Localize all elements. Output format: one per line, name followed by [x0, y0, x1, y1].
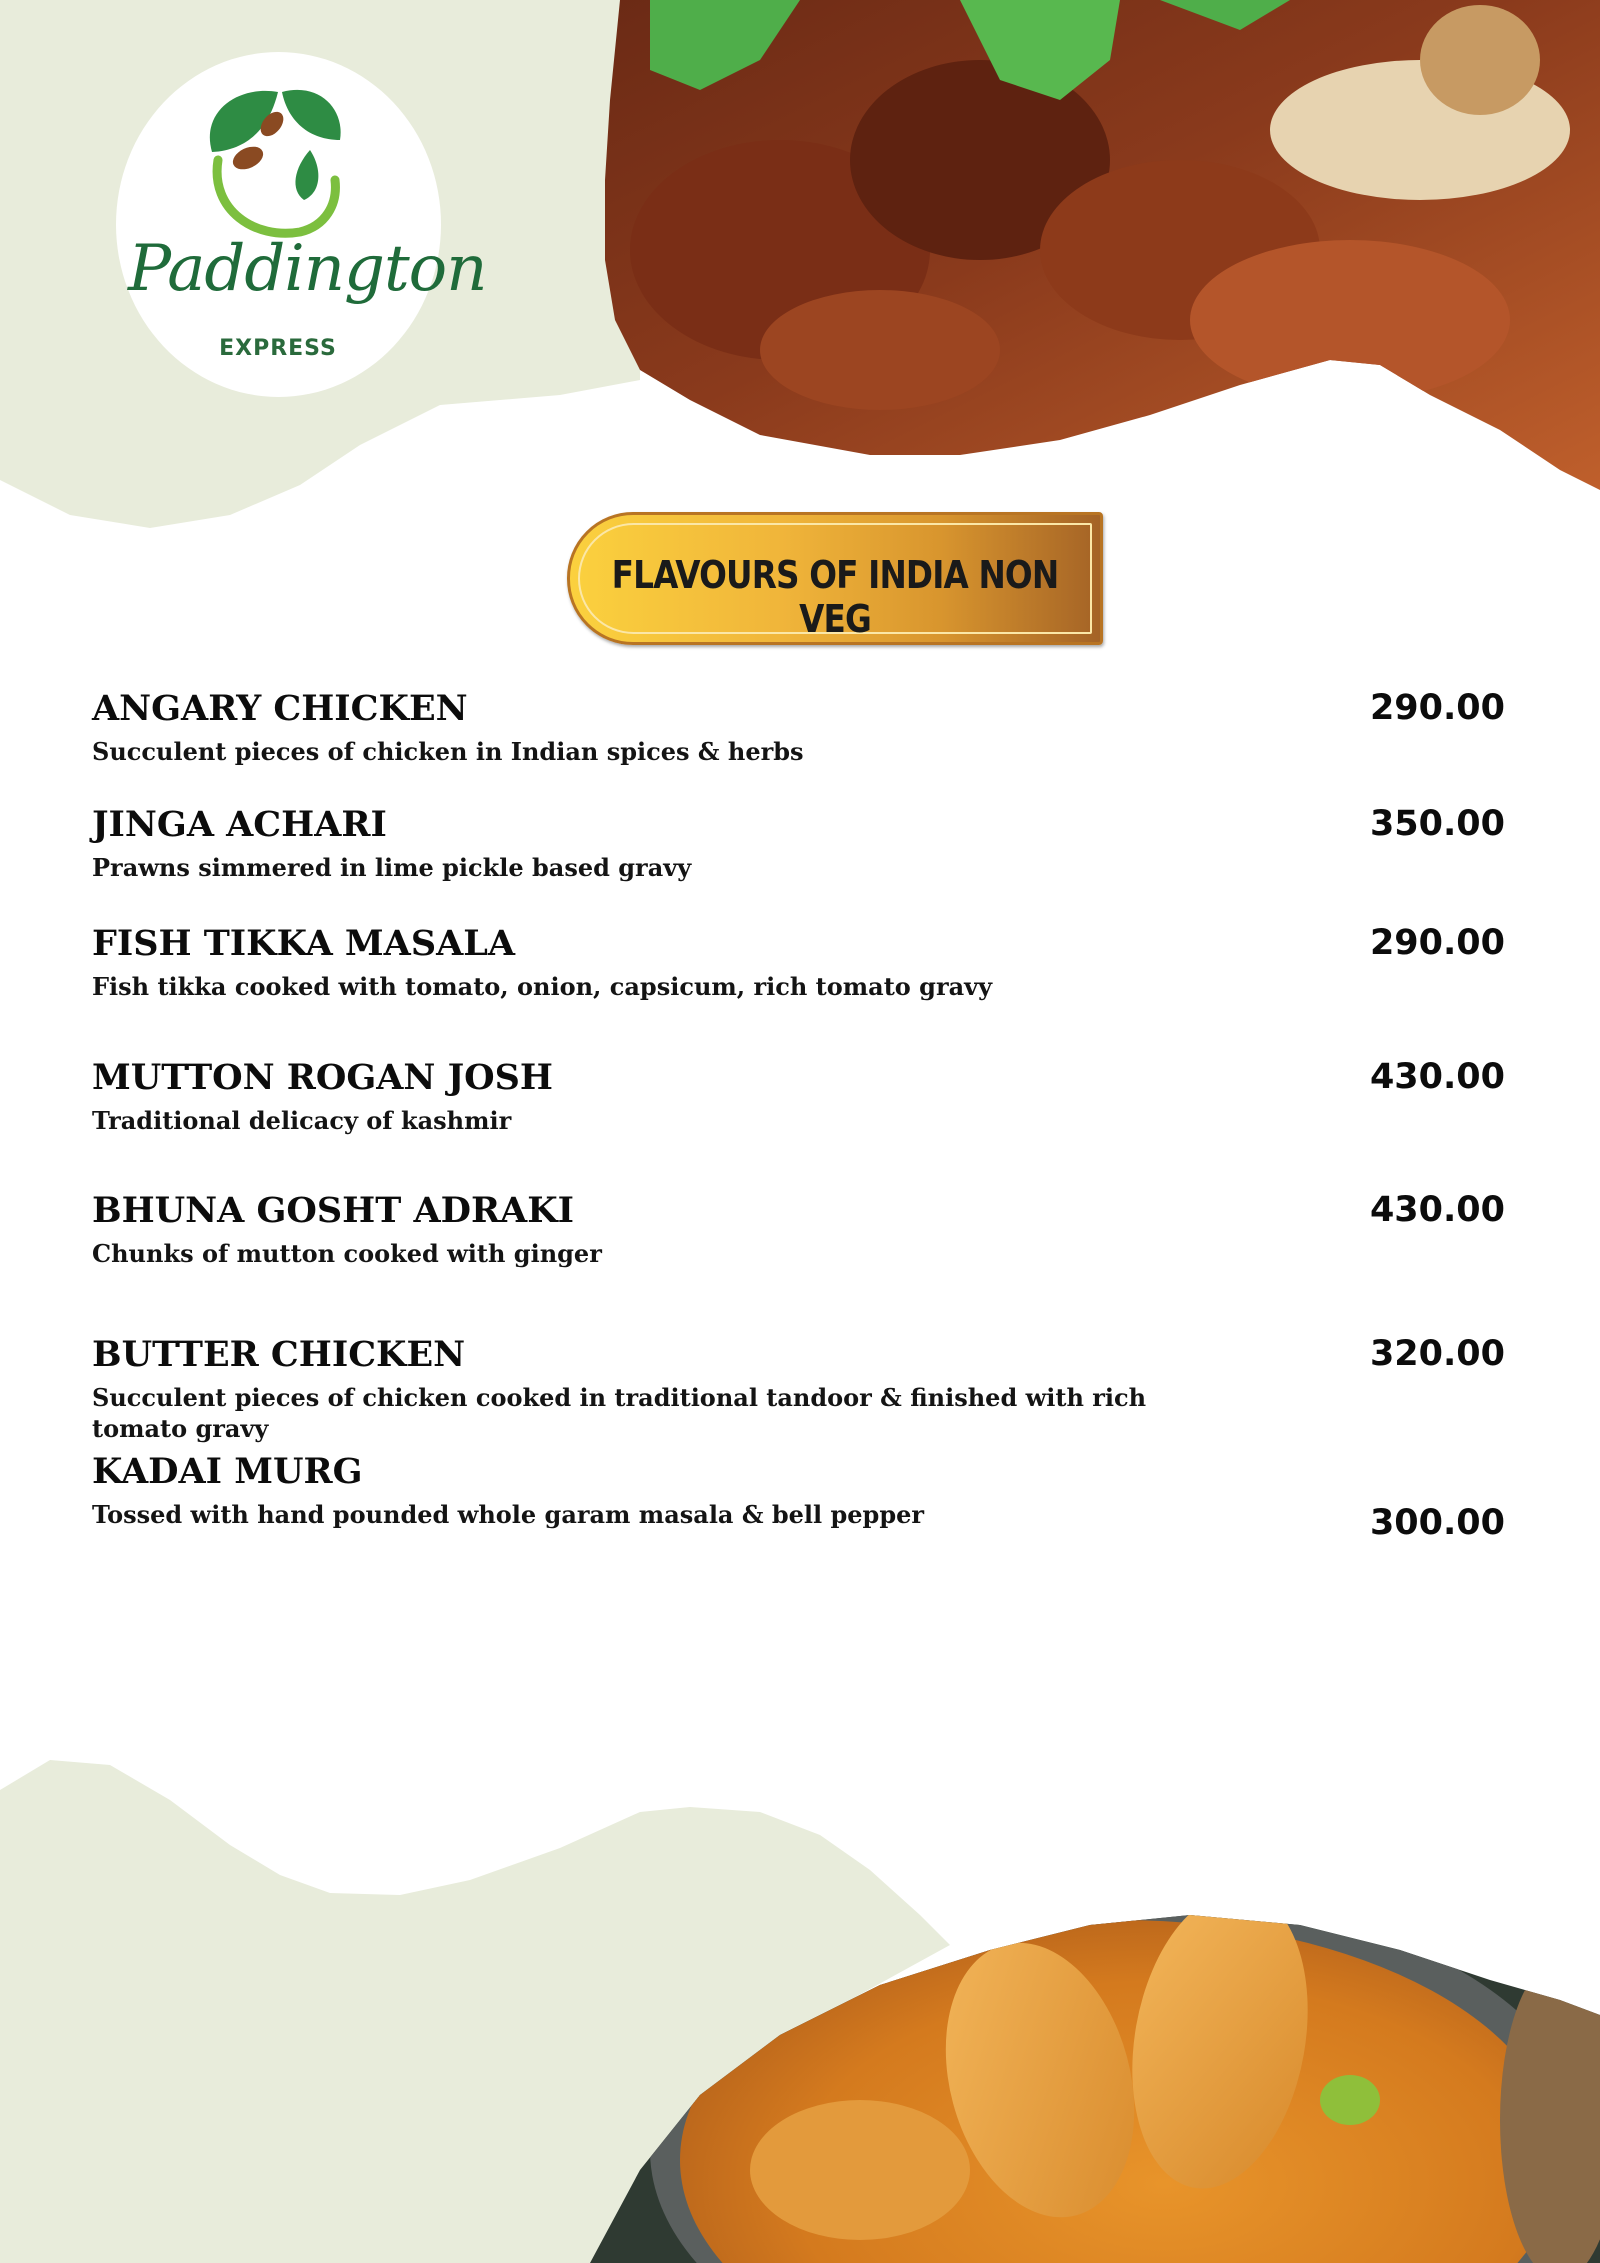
- item-name: ANGARY CHICKEN: [92, 688, 468, 729]
- item-name: JINGA ACHARI: [92, 804, 387, 845]
- item-price: 300.00: [1369, 1503, 1505, 1543]
- item-description: Succulent pieces of chicken in Indian spices & herbs: [92, 737, 804, 766]
- item-name: BUTTER CHICKEN: [92, 1334, 466, 1375]
- item-price: 430.00: [1369, 1190, 1505, 1230]
- item-price: 430.00: [1369, 1057, 1505, 1097]
- item-price: 350.00: [1369, 804, 1505, 844]
- top-food-photo: [600, 0, 1600, 500]
- item-price: 320.00: [1369, 1334, 1505, 1374]
- item-name: MUTTON ROGAN JOSH: [92, 1057, 553, 1098]
- category-badge: [567, 512, 1103, 645]
- item-description: Tossed with hand pounded whole garam masala & bell pepper: [92, 1500, 925, 1529]
- item-description: Succulent pieces of chicken cooked in traditional tandoor & finished with rich tomato gravy: [92, 1383, 1147, 1443]
- logo-subtitle: EXPRESS: [219, 336, 337, 361]
- item-price: 290.00: [1369, 688, 1505, 728]
- item-description: Fish tikka cooked with tomato, onion, capsicum, rich tomato gravy: [92, 972, 993, 1001]
- logo-wordmark: Paddington: [128, 232, 487, 306]
- category-title: FLAVOURS OF INDIA NON VEG: [611, 553, 1059, 641]
- item-name: FISH TIKKA MASALA: [92, 923, 516, 964]
- item-name: BHUNA GOSHT ADRAKI: [92, 1190, 575, 1231]
- item-name: KADAI MURG: [92, 1451, 363, 1492]
- item-description: Prawns simmered in lime pickle based gravy: [92, 853, 692, 882]
- item-description: Traditional delicacy of kashmir: [92, 1106, 512, 1135]
- item-description: Chunks of mutton cooked with ginger: [92, 1239, 602, 1268]
- item-price: 290.00: [1369, 923, 1505, 963]
